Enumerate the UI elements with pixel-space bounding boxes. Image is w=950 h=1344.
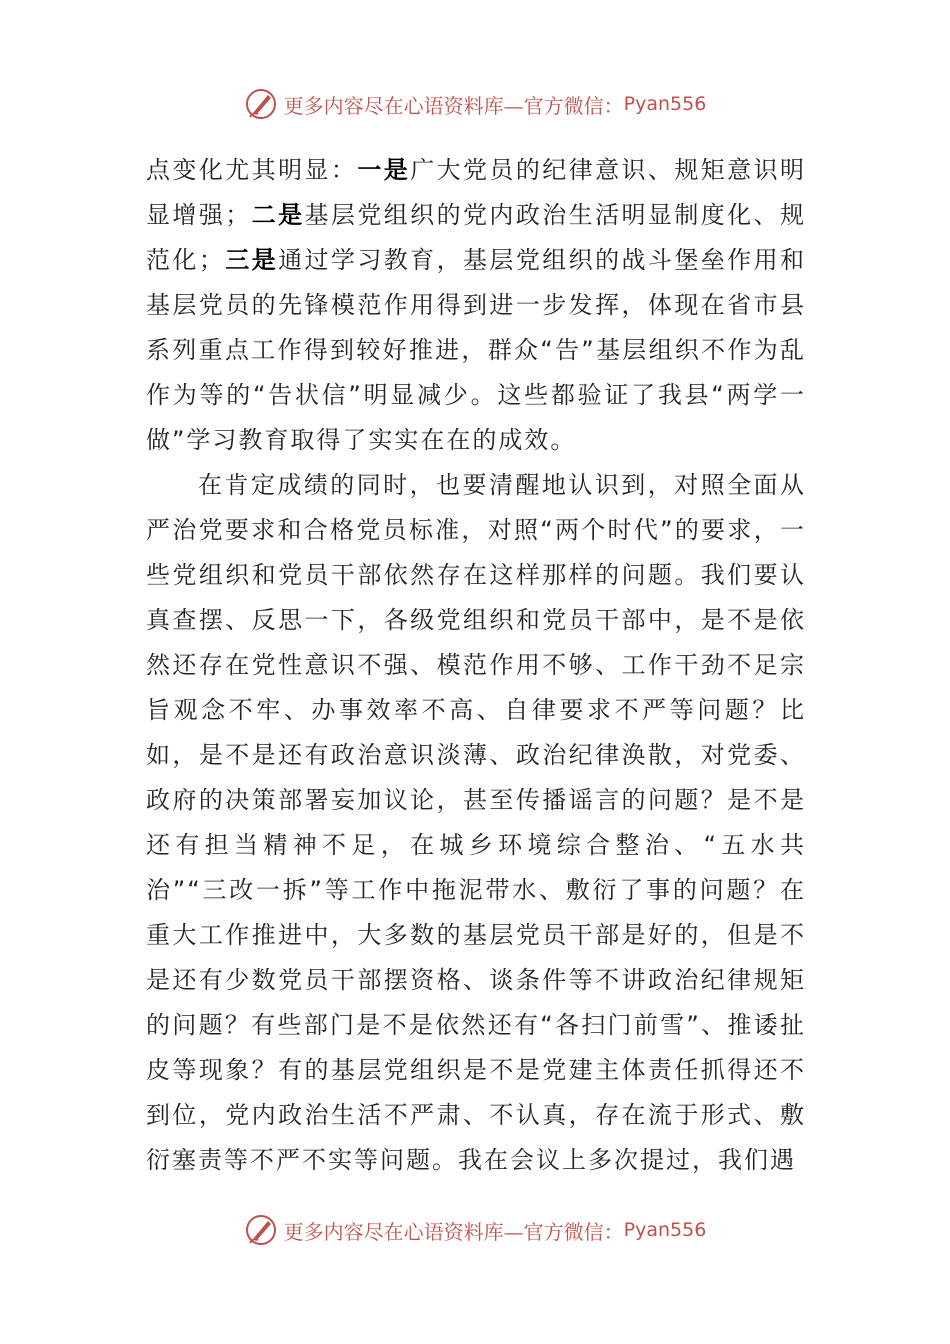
document-body bbox=[146, 148, 806, 1183]
emphasis-label: 一是 bbox=[357, 156, 411, 184]
text-run: 在肯定成绩的同时，也要清醒地认识到，对照全面从严治党要求和合格党员标准，对照“两个时代”的要求，一些党组织和党员干部依然存在这样那样的问题。我们要认真查摆、反思一下，各级党组织和党员干部中，是不是依然还存在党性意识不强、模范作用不够、工作干劲不足宗旨观念不牢、办事效率不高、自律要求不严等问题？比如，是不是还有政治意识淡薄、政治纪律涣散，对党委、政府的决策部署妄加议论，甚至传播谣言的问题？是不是还有担当精神不足，在城乡环境综合整治、“五水共治”“三改一拆”等工作中拖泥带水、敷衍了事的问题？在重大工作推进中，大多数的基层党员干部是好的，但是不是还有少数党员干部摆资格、谈条件等不讲政治纪律规矩的问题？有些部门是不是依然还有“各扫门前雪”、推诿扯皮等现象？有的基层党组织是不是党建主体责任抓得还不到位，党内政治生活不严肃、不认真，存在流于形式、敷衍塞责等不严不实等问题。我在会议上多次提过，我们遇 bbox=[146, 471, 806, 1174]
paragraph bbox=[146, 148, 806, 463]
pen-logo-icon bbox=[244, 87, 278, 121]
text-run: 通过学习教育，基层党组织的战斗堡垒作用和基层党员的先锋模范作用得到进一步发挥，体现在省市县系列重点工作得到较好推进，群众“告”基层组织不作为乱作为等的“告状信”明显减少。这些都验证了我县“两学一做”学习教育取得了实实在在的成效。 bbox=[146, 246, 807, 454]
header-watermark bbox=[0, 84, 950, 124]
text-run: 点变化尤其明显： bbox=[146, 156, 358, 184]
footer-watermark bbox=[0, 1210, 950, 1250]
emphasis-label: 二是 bbox=[251, 201, 305, 229]
pen-logo-icon bbox=[244, 1213, 278, 1247]
text-run: 广大党员的纪律意识、规矩意识明显增强； bbox=[146, 156, 807, 229]
wechat-id: Pyan556 bbox=[623, 93, 707, 115]
banner-text: 更多内容尽在心语资料库—官方微信： bbox=[283, 1219, 624, 1244]
text-run: 基层党组织的党内政治生活明显制度化、规范化； bbox=[146, 201, 806, 274]
emphasis-label: 三是 bbox=[224, 246, 279, 274]
banner-text: 更多内容尽在心语资料库—官方微信： bbox=[283, 93, 624, 118]
wechat-id: Pyan556 bbox=[623, 1219, 707, 1241]
paragraph bbox=[146, 463, 806, 1183]
